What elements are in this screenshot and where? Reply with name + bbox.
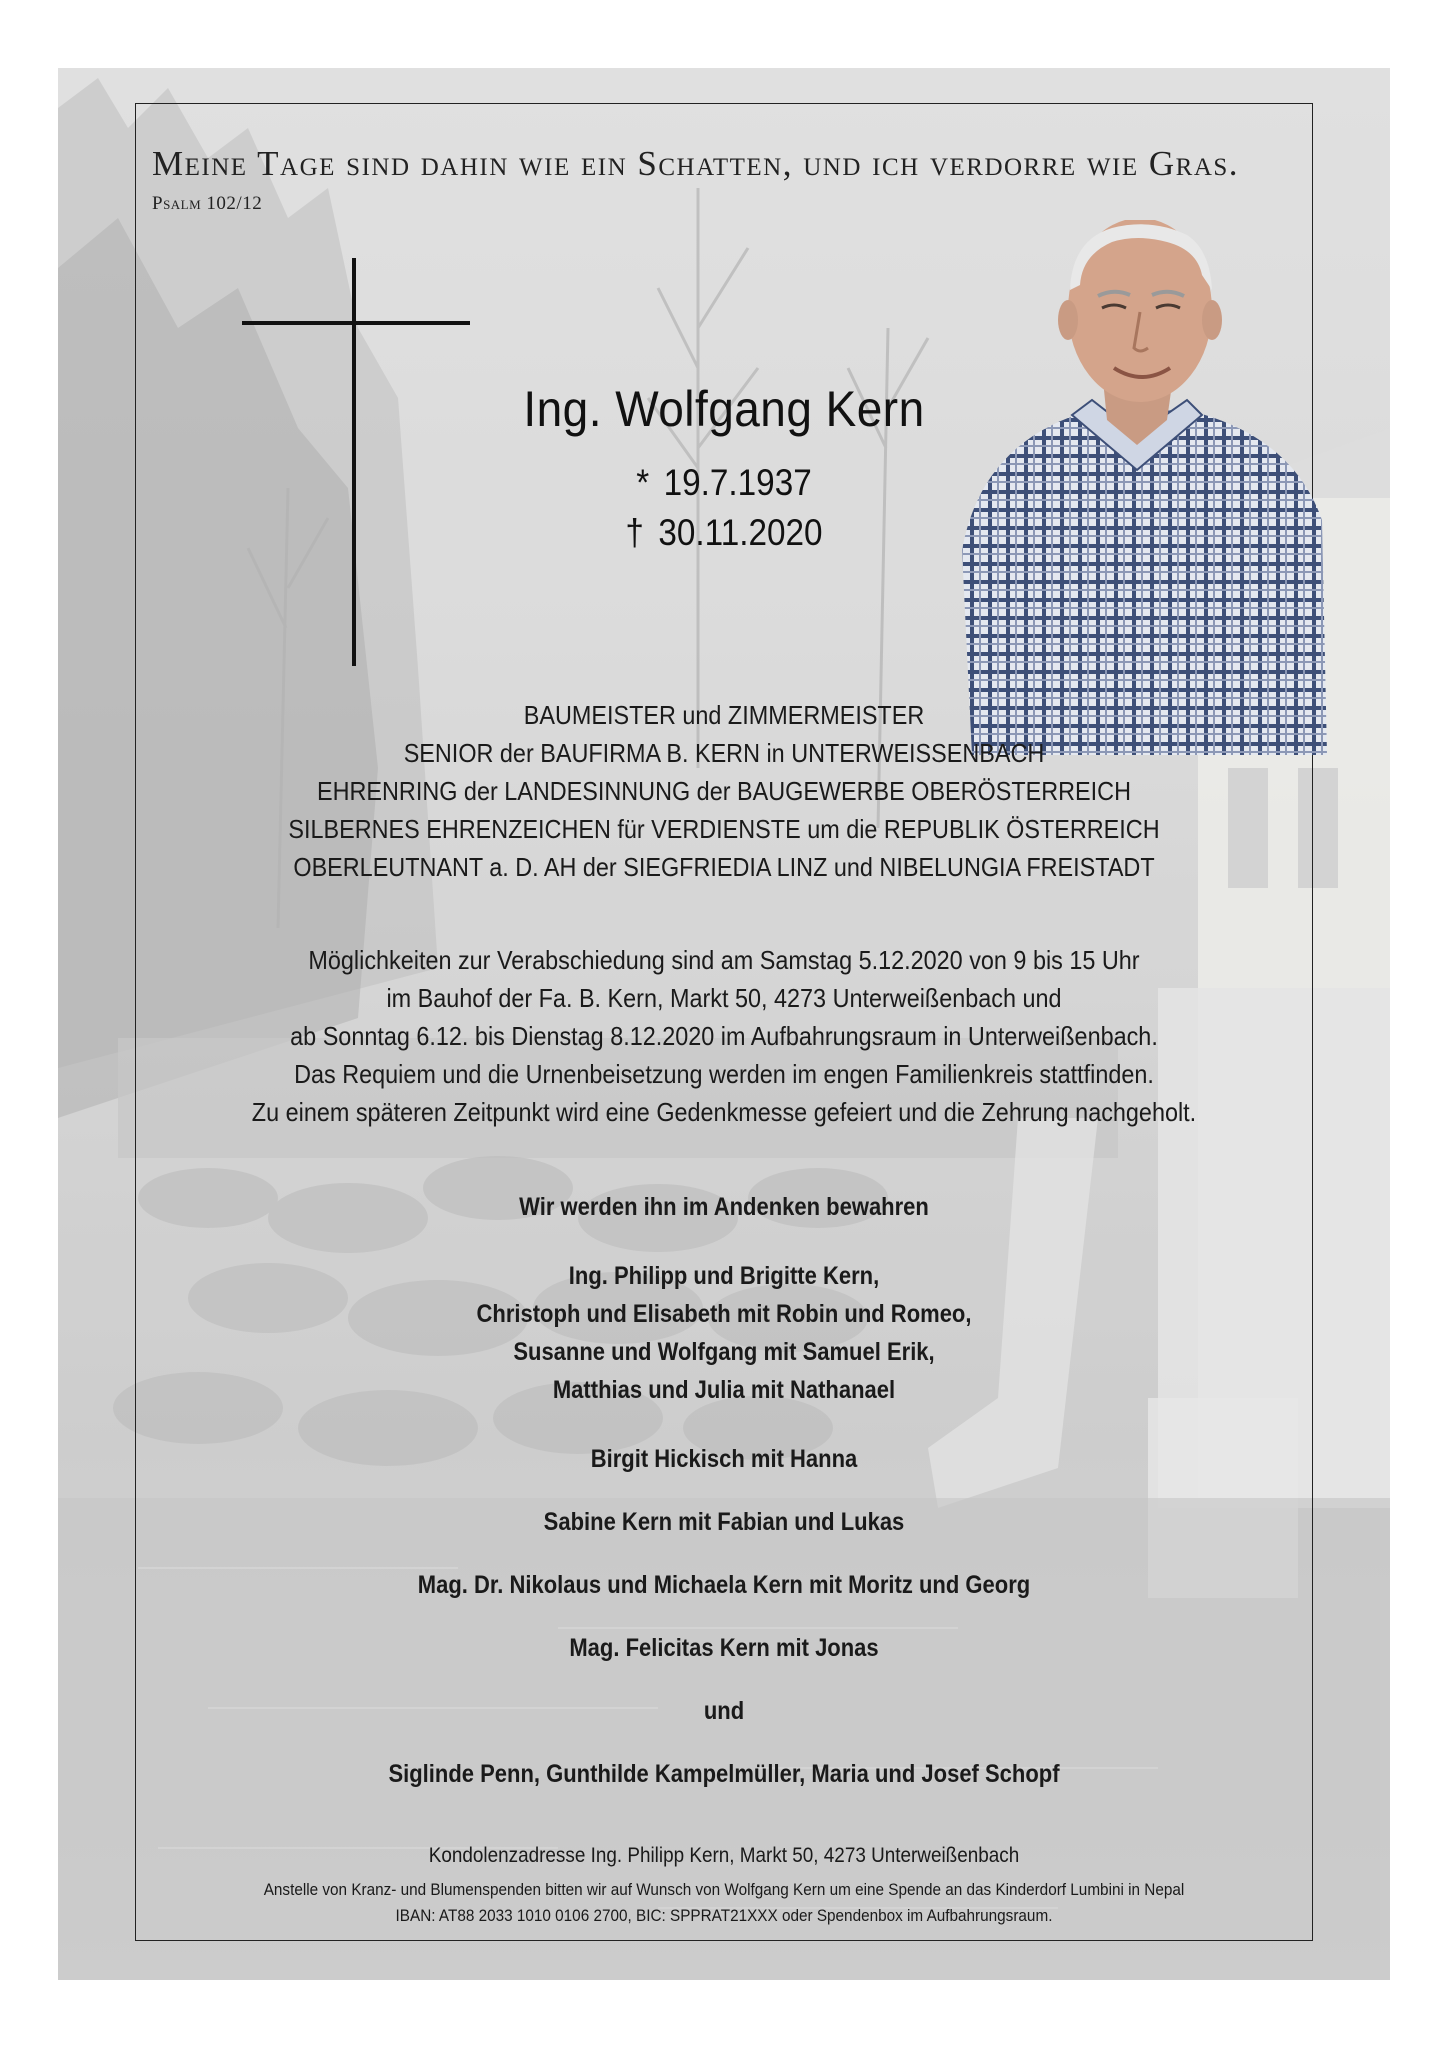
bank-details: IBAN: AT88 2033 1010 0106 2700, BIC: SPPRAT21XXX oder Spendenbox im Aufbahrungsraum. <box>395 1906 1053 1925</box>
verse-text: Meine Tage sind dahin wie ein Schatten, und ich verdorre wie Gras. <box>152 144 1240 183</box>
farewell-info-line: Das Requiem und die Urnenbeisetzung werden im engen Familienkreis stattfinden. <box>294 1059 1154 1089</box>
death-date-line <box>72 512 1375 554</box>
donation-note: Anstelle von Kranz- und Blumenspenden bitten wir auf Wunsch von Wolfgang Kern um eine Spende an das Kinderdorf Lumbini in Nepal <box>263 1880 1185 1899</box>
title-line: BAUMEISTER und ZIMMERMEISTER <box>523 700 925 730</box>
farewell-info-line: im Bauhof der Fa. B. Kern, Markt 50, 4273 Unterweißenbach und <box>386 983 1062 1013</box>
farewell-info-line: Zu einem späteren Zeitpunkt wird eine Gedenkmesse gefeiert und die Zehrung nachgeholt. <box>251 1097 1197 1127</box>
farewell-info-line: ab Sonntag 6.12. bis Dienstag 8.12.2020 im Aufbahrungsraum in Unterweißenbach. <box>290 1021 1158 1051</box>
title-line: SILBERNES EHRENZEICHEN für VERDIENSTE um die REPUBLIK ÖSTERREICH <box>288 814 1160 844</box>
farewell-info-line: Möglichkeiten zur Verabschiedung sind am Samstag 5.12.2020 von 9 bis 15 Uhr <box>308 945 1140 975</box>
title-line: SENIOR der BAUFIRMA B. KERN in UNTERWEISSENBACH <box>403 738 1045 768</box>
condolence-address: Kondolenzadresse Ing. Philipp Kern, Markt 50, 4273 Unterweißenbach <box>428 1844 1020 1867</box>
title-line: EHRENRING der LANDESINNUNG der BAUGEWERBE OBERÖSTERREICH <box>317 776 1131 806</box>
birth-star-icon: * <box>636 462 650 503</box>
family-line: Birgit Hickisch mit Hanna <box>590 1445 858 1473</box>
family-line: Siglinde Penn, Gunthilde Kampelmüller, Maria und Josef Schopf <box>388 1760 1060 1788</box>
deceased-name: Ing. Wolfgang Kern <box>523 381 925 437</box>
family-line: Matthias und Julia mit Nathanael <box>552 1376 896 1404</box>
family-line: Sabine Kern mit Fabian und Lukas <box>543 1508 905 1536</box>
birth-date: 19.7.1937 <box>663 462 812 503</box>
mourners-intro: Wir werden ihn im Andenken bewahren <box>519 1193 929 1221</box>
verse-source: Psalm 102/12 <box>152 193 263 214</box>
conjunction: und <box>703 1697 745 1725</box>
death-date: 30.11.2020 <box>658 512 823 553</box>
family-line: Susanne und Wolfgang mit Samuel Erik, <box>513 1338 935 1366</box>
family-line: Ing. Philipp und Brigitte Kern, <box>568 1262 880 1290</box>
family-line: Mag. Felicitas Kern mit Jonas <box>569 1634 879 1662</box>
birth-date-line <box>72 462 1375 504</box>
title-line: OBERLEUTNANT a. D. AH der SIEGFRIEDIA LINZ und NIBELUNGIA FREISTADT <box>293 852 1155 882</box>
family-line: Mag. Dr. Nikolaus und Michaela Kern mit Moritz und Georg <box>417 1571 1031 1599</box>
family-line: Christoph und Elisabeth mit Robin und Romeo, <box>476 1300 972 1328</box>
death-dagger-icon: † <box>625 512 644 553</box>
cross-icon-bar <box>242 321 470 325</box>
